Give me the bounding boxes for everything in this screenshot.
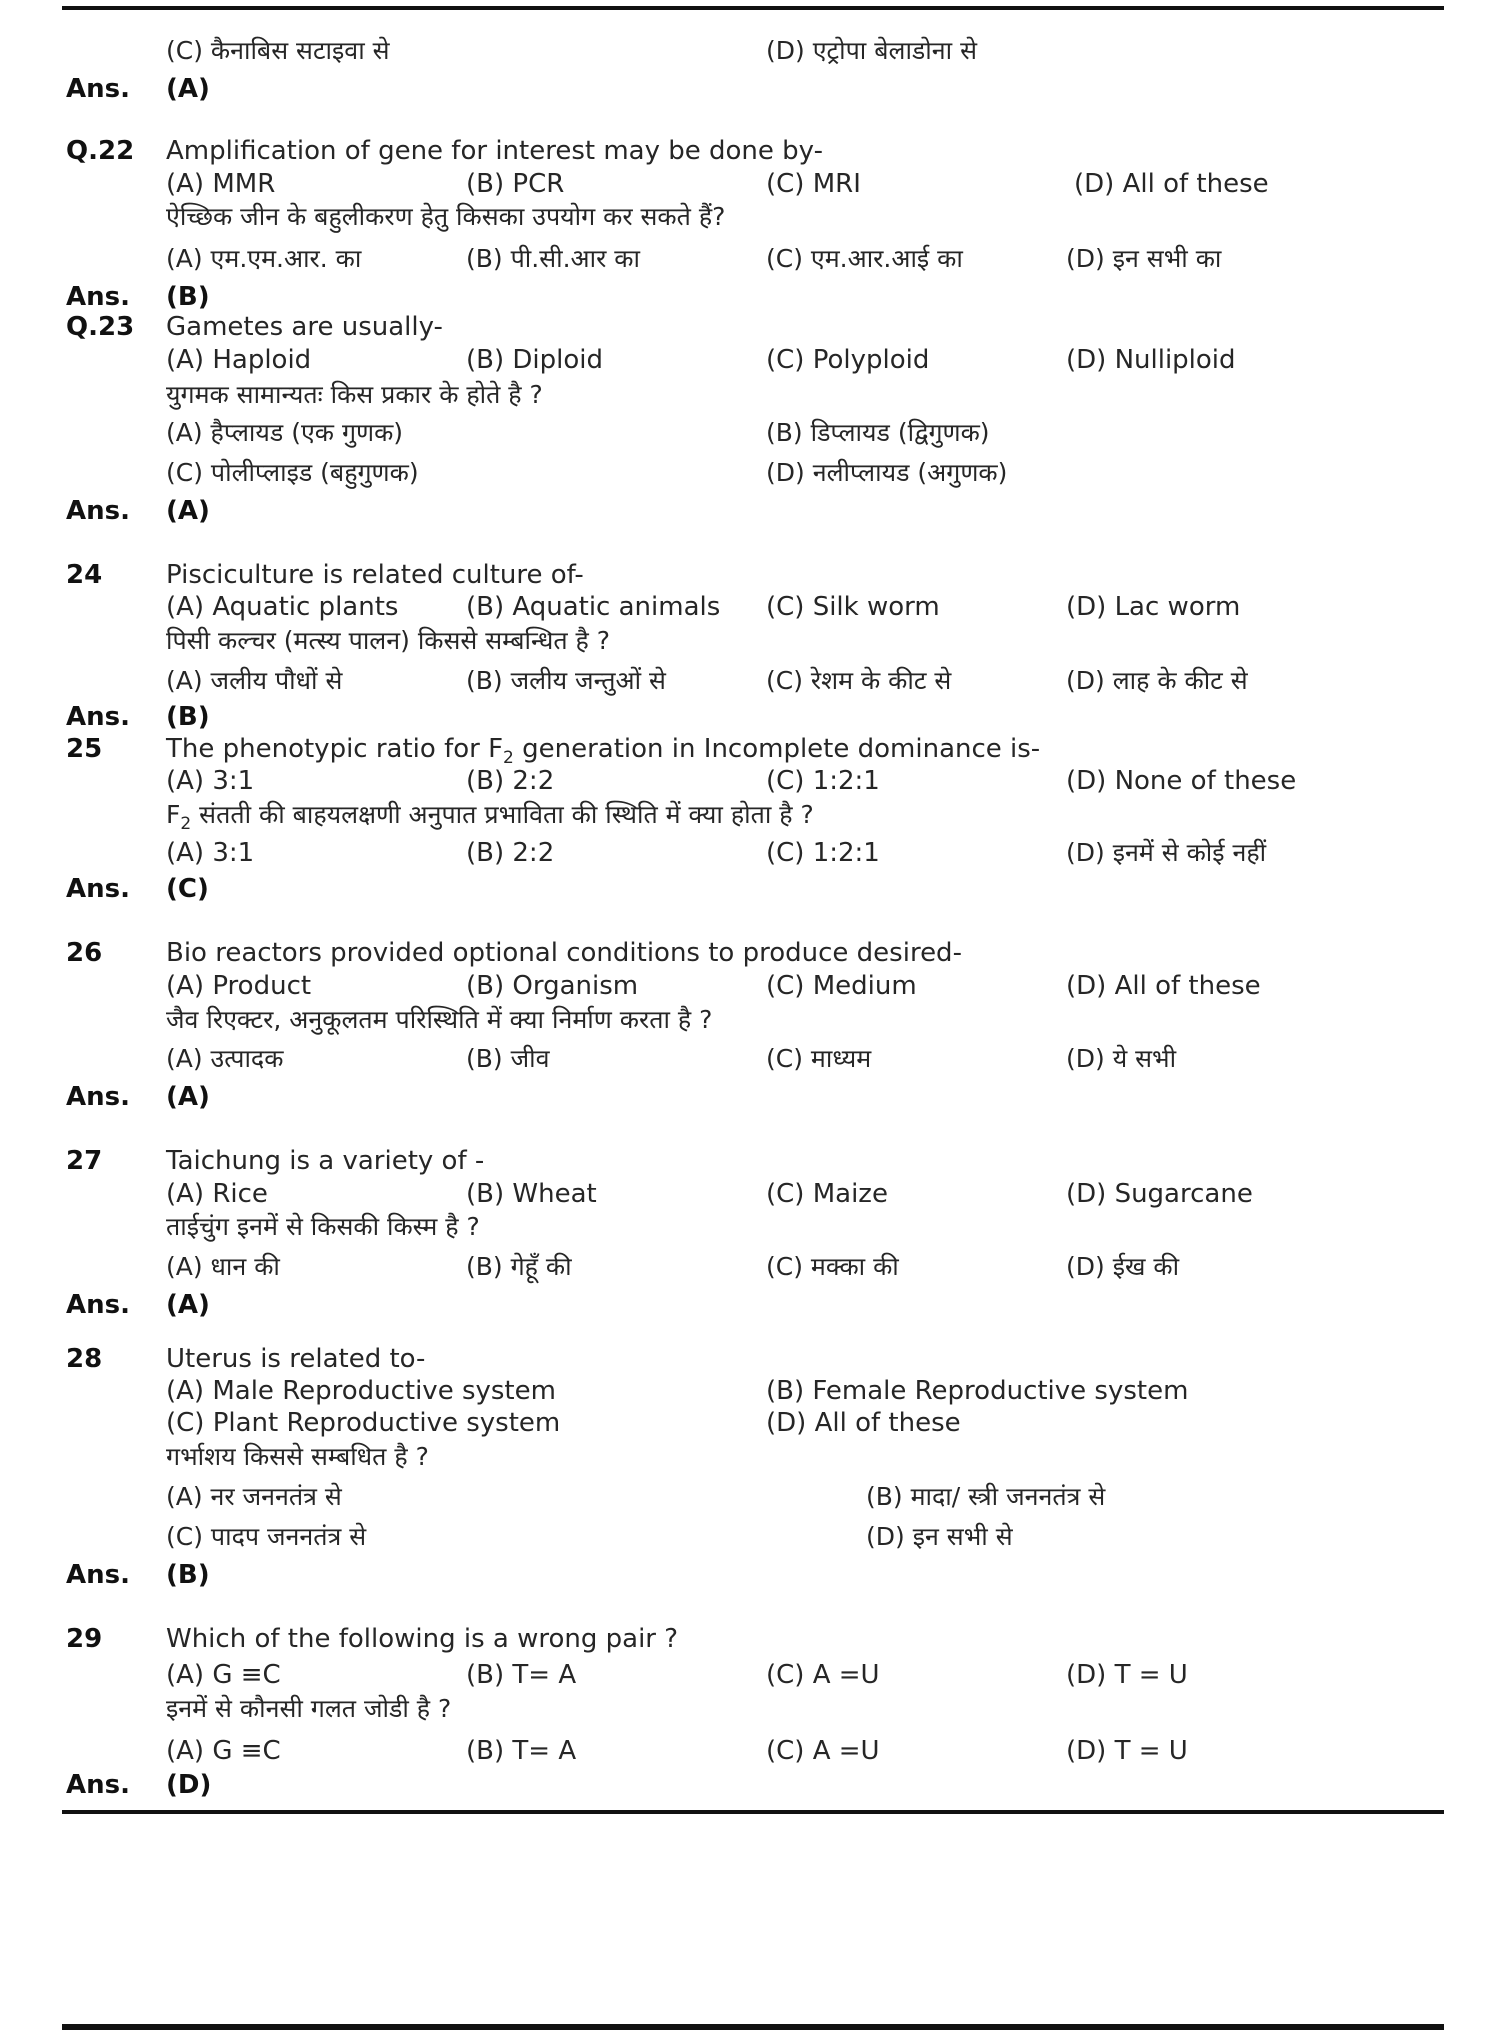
q25-answer: (C): [166, 874, 209, 904]
q24-option-c-en: (C) Silk worm: [766, 592, 940, 622]
q22-answer: (B): [166, 282, 210, 312]
top-rule: [62, 6, 1444, 10]
q23-option-d-en: (D) Nulliploid: [1066, 345, 1236, 375]
q26-option-c-hi: (C) माध्यम: [766, 1044, 872, 1073]
q29-question-hi: इनमें से कौनसी गलत जोडी है ?: [166, 1694, 452, 1723]
q26-answer: (A): [166, 1082, 210, 1112]
q26-number: 26: [66, 938, 103, 968]
prev-option-d-hi: (D) एट्रोपा बेलाडोना से: [766, 36, 977, 65]
q27-answer: (A): [166, 1290, 210, 1320]
q22-option-a-hi: (A) एम.एम.आर. का: [166, 244, 362, 273]
q25-question-hi: [166, 800, 814, 834]
q29-answer: (D): [166, 1770, 212, 1800]
q24-question-en: Pisciculture is related culture of-: [166, 560, 584, 590]
q26-question-hi: जैव रिएक्टर, अनुकूलतम परिस्थिति में क्या निर्माण करता है ?: [166, 1005, 713, 1034]
q28-option-d-en: (D) All of these: [766, 1408, 961, 1438]
q23-answer: (A): [166, 496, 210, 526]
q26-option-d-hi: (D) ये सभी: [1066, 1044, 1177, 1073]
q27-option-b-en: (B) Wheat: [466, 1179, 597, 1209]
q23-option-c-en: (C) Polyploid: [766, 345, 930, 375]
bottom-rule: [62, 2024, 1444, 2030]
q22-option-b-en: (B) PCR: [466, 169, 565, 199]
q27-question-en: Taichung is a variety of -: [166, 1146, 485, 1176]
q25-question-en-sub: 2: [503, 748, 514, 769]
q29-option-b-hi: (B) T= A: [466, 1736, 577, 1766]
q27-option-a-hi: (A) धान की: [166, 1252, 280, 1281]
q28-option-d-hi: (D) इन सभी से: [866, 1522, 1013, 1551]
q22-option-d-hi: (D) इन सभी का: [1066, 244, 1222, 273]
q26-option-b-en: (B) Organism: [466, 971, 639, 1001]
q26-option-a-hi: (A) उत्पादक: [166, 1044, 284, 1073]
q25-option-c-en: (C) 1:2:1: [766, 766, 880, 796]
q24-option-b-hi: (B) जलीय जन्तुओं से: [466, 666, 666, 695]
q23-option-a-hi: (A) हैप्लायड (एक गुणक): [166, 418, 404, 447]
q23-question-en: Gametes are usually-: [166, 312, 443, 342]
q28-option-a-en: (A) Male Reproductive system: [166, 1376, 556, 1406]
q25-option-c-hi: (C) 1:2:1: [766, 838, 880, 868]
q28-number: 28: [66, 1344, 103, 1374]
q25-number: 25: [66, 734, 103, 764]
q23-answer-label: Ans.: [66, 496, 130, 526]
q28-option-b-hi: (B) मादा/ स्त्री जननतंत्र से: [866, 1482, 1106, 1511]
q24-option-d-hi: (D) लाह के कीट से: [1066, 666, 1248, 695]
q29-option-c-hi: (C) A =U: [766, 1736, 880, 1766]
q25-question-en-pre: The phenotypic ratio for F: [166, 734, 504, 764]
q25-option-a-hi: (A) 3:1: [166, 838, 255, 868]
q29-option-b-en: (B) T= A: [466, 1660, 577, 1690]
q24-option-a-en: (A) Aquatic plants: [166, 592, 399, 622]
q25-question-hi-sub: 2: [180, 814, 192, 834]
q23-option-a-en: (A) Haploid: [166, 345, 312, 375]
q23-option-b-en: (B) Diploid: [466, 345, 603, 375]
q29-option-a-en: (A) G ≡C: [166, 1660, 281, 1690]
q22-number: Q.22: [66, 136, 135, 166]
q22-option-a-en: (A) MMR: [166, 169, 276, 199]
q28-option-c-en: (C) Plant Reproductive system: [166, 1408, 561, 1438]
q28-question-hi: गर्भाशय किससे सम्बधित है ?: [166, 1442, 429, 1471]
q25-option-b-en: (B) 2:2: [466, 766, 555, 796]
q22-question-hi: ऐच्छिक जीन के बहुलीकरण हेतु किसका उपयोग कर सकते हैं?: [166, 202, 726, 231]
q26-question-en: Bio reactors provided optional conditions to produce desired-: [166, 938, 962, 968]
q27-option-d-en: (D) Sugarcane: [1066, 1179, 1253, 1209]
q28-answer-label: Ans.: [66, 1560, 130, 1590]
q27-number: 27: [66, 1146, 103, 1176]
q22-option-d-en: (D) All of these: [1074, 169, 1269, 199]
q24-question-hi: पिसी कल्चर (मत्स्य पालन) किससे सम्बन्धित है ?: [166, 626, 611, 655]
q28-option-c-hi: (C) पादप जननतंत्र से: [166, 1522, 367, 1551]
q26-option-d-en: (D) All of these: [1066, 971, 1261, 1001]
q26-option-b-hi: (B) जीव: [466, 1044, 550, 1073]
q25-option-a-en: (A) 3:1: [166, 766, 255, 796]
q25-answer-label: Ans.: [66, 874, 130, 904]
q22-option-c-hi: (C) एम.आर.आई का: [766, 244, 963, 273]
q24-number: 24: [66, 560, 103, 590]
q22-question-en: Amplification of gene for interest may be done by-: [166, 136, 823, 166]
q24-answer-label: Ans.: [66, 702, 130, 732]
q27-option-a-en: (A) Rice: [166, 1179, 268, 1209]
q22-option-c-en: (C) MRI: [766, 169, 861, 199]
q29-answer-label: Ans.: [66, 1770, 130, 1800]
q27-option-d-hi: (D) ईख की: [1066, 1252, 1180, 1281]
q23-option-c-hi: (C) पोलीप्लाइड (बहुगुणक): [166, 458, 419, 487]
q29-option-a-hi: (A) G ≡C: [166, 1736, 281, 1766]
q28-answer: (B): [166, 1560, 210, 1590]
q29-number: 29: [66, 1624, 103, 1654]
q25-question-en: [166, 734, 1041, 769]
q27-option-b-hi: (B) गेहूँ की: [466, 1252, 572, 1281]
q27-option-c-en: (C) Maize: [766, 1179, 888, 1209]
q24-option-d-en: (D) Lac worm: [1066, 592, 1241, 622]
q23-option-b-hi: (B) डिप्लायड (द्विगुणक): [766, 418, 990, 447]
q27-answer-label: Ans.: [66, 1290, 130, 1320]
q24-option-b-en: (B) Aquatic animals: [466, 592, 721, 622]
prev-option-c-hi: (C) कैनाबिस सटाइवा से: [166, 36, 390, 65]
prev-answer-label: Ans.: [66, 74, 130, 104]
q28-option-a-hi: (A) नर जननतंत्र से: [166, 1482, 342, 1511]
q29-option-c-en: (C) A =U: [766, 1660, 880, 1690]
q28-option-b-en: (B) Female Reproductive system: [766, 1376, 1189, 1406]
section-end-rule: [62, 1810, 1444, 1814]
q26-option-c-en: (C) Medium: [766, 971, 917, 1001]
q24-option-c-hi: (C) रेशम के कीट से: [766, 666, 952, 695]
q28-question-en: Uterus is related to-: [166, 1344, 426, 1374]
q26-answer-label: Ans.: [66, 1082, 130, 1112]
q29-option-d-en: (D) T = U: [1066, 1660, 1188, 1690]
q27-option-c-hi: (C) मक्का की: [766, 1252, 899, 1281]
q25-question-hi-post: संतती की बाहयलक्षणी अनुपात प्रभाविता की स्थिति में क्या होता है ?: [191, 800, 814, 829]
q24-option-a-hi: (A) जलीय पौधों से: [166, 666, 343, 695]
q25-option-d-en: (D) None of these: [1066, 766, 1297, 796]
q24-answer: (B): [166, 702, 210, 732]
q25-option-b-hi: (B) 2:2: [466, 838, 555, 868]
q29-option-d-hi: (D) T = U: [1066, 1736, 1188, 1766]
q22-option-b-hi: (B) पी.सी.आर का: [466, 244, 640, 273]
q29-question-en: Which of the following is a wrong pair ?: [166, 1624, 679, 1654]
q25-option-d-hi: (D) इनमें से कोई नहीं: [1066, 838, 1267, 867]
q23-question-hi: युगमक सामान्यतः किस प्रकार के होते है ?: [166, 380, 543, 409]
prev-answer: (A): [166, 74, 210, 104]
q25-question-hi-pre: F: [166, 800, 181, 829]
q23-option-d-hi: (D) नलीप्लायड (अगुणक): [766, 458, 1008, 487]
q23-number: Q.23: [66, 312, 135, 342]
q26-option-a-en: (A) Product: [166, 971, 312, 1001]
q25-question-en-post: generation in Incomplete dominance is-: [513, 734, 1041, 764]
q22-answer-label: Ans.: [66, 282, 130, 312]
q27-question-hi: ताईचुंग इनमें से किसकी किस्म है ?: [166, 1212, 480, 1241]
